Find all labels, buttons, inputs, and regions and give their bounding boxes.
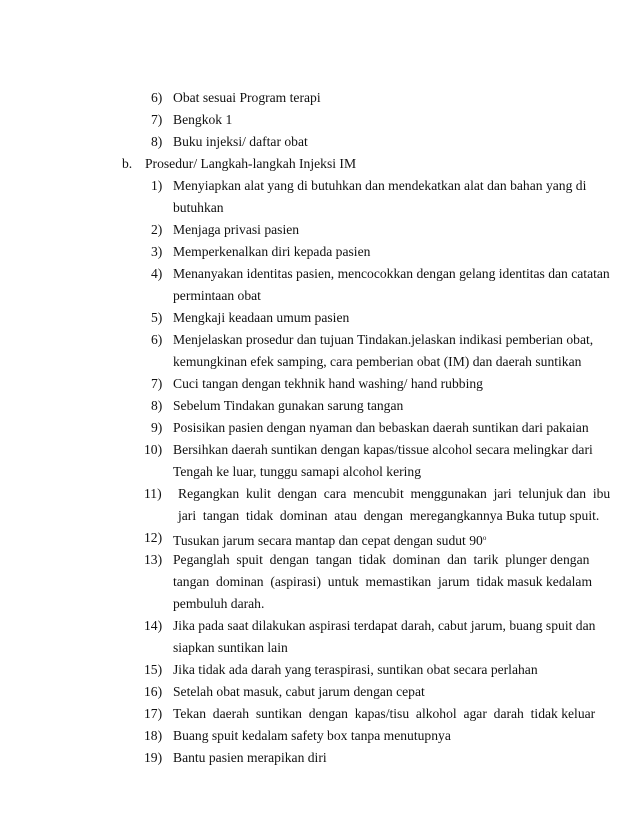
step-number: 9)	[151, 420, 163, 435]
item-text: Obat sesuai Program terapi	[173, 90, 321, 105]
item-number: 8)	[151, 134, 163, 149]
step-text: Menjaga privasi pasien	[173, 222, 300, 237]
item-text: Bengkok 1	[173, 112, 233, 127]
step-text: Tengah ke luar, tunggu samapi alcohol kering	[173, 464, 422, 479]
step-number: 4)	[151, 266, 163, 281]
step-number: 12)	[144, 530, 163, 545]
step-text-wrap	[173, 530, 486, 549]
step-text: kemungkinan efek samping, cara pemberian obat (IM) dan daerah suntikan	[173, 354, 582, 369]
step-text: Menjelaskan prosedur dan tujuan Tindakan.jelaskan indikasi pemberian obat,	[173, 332, 594, 347]
step-number: 18)	[144, 728, 163, 743]
step-text: Jika pada saat dilakukan aspirasi terdapat darah, cabut jarum, buang spuit dan	[173, 618, 596, 633]
step-text: jari tangan tidak dominan atau dengan meregangkannya Buka tutup spuit.	[178, 508, 600, 523]
step-number: 1)	[151, 178, 163, 193]
step-text: Bantu pasien merapikan diri	[173, 750, 327, 765]
step-number: 13)	[144, 552, 163, 567]
step-text: Sebelum Tindakan gunakan sarung tangan	[173, 398, 404, 413]
step-number: 17)	[144, 706, 163, 721]
step-number: 11)	[144, 486, 162, 501]
step-text: Buang spuit kedalam safety box tanpa menutupnya	[173, 728, 451, 743]
step-text: permintaan obat	[173, 288, 261, 303]
step-text: Tekan daerah suntikan dengan kapas/tisu alkohol agar darah tidak keluar	[173, 706, 596, 721]
item-number: 7)	[151, 112, 163, 127]
step-text: Peganglah spuit dengan tangan tidak dominan dan tarik plunger dengan	[173, 552, 590, 567]
step-text: Menanyakan identitas pasien, mencocokkan dengan gelang identitas dan catatan	[173, 266, 610, 281]
step-number: 16)	[144, 684, 163, 699]
step-number: 15)	[144, 662, 163, 677]
step-number: 7)	[151, 376, 163, 391]
step-text: Setelah obat masuk, cabut jarum dengan cepat	[173, 684, 425, 699]
step-text: butuhkan	[173, 200, 224, 215]
step-number: 19)	[144, 750, 163, 765]
step-number: 5)	[151, 310, 163, 325]
step-text: pembuluh darah.	[173, 596, 265, 611]
step-text: Mengkaji keadaan umum pasien	[173, 310, 350, 325]
step-text: Regangkan kulit dengan cara mencubit menggunakan jari telunjuk dan ibu	[178, 486, 611, 501]
item-number: 6)	[151, 90, 163, 105]
step-number: 3)	[151, 244, 163, 259]
degree-symbol: o	[482, 534, 487, 542]
section-letter: b.	[122, 156, 133, 171]
step-number: 8)	[151, 398, 163, 413]
step-text: Posisikan pasien dengan nyaman dan bebaskan daerah suntikan dari pakaian	[173, 420, 589, 435]
step-number: 6)	[151, 332, 163, 347]
step-number: 10)	[144, 442, 163, 457]
step-text: tangan dominan (aspirasi) untuk memastikan jarum tidak masuk kedalam	[173, 574, 593, 589]
step-text: Menyiapkan alat yang di butuhkan dan mendekatkan alat dan bahan yang di	[173, 178, 587, 193]
section-title: Prosedur/ Langkah-langkah Injeksi IM	[145, 156, 357, 171]
step-text: Cuci tangan dengan tekhnik hand washing/ hand rubbing	[173, 376, 483, 391]
step-text: Tusukan jarum secara mantap dan cepat dengan sudut 90	[173, 533, 483, 548]
step-number: 2)	[151, 222, 163, 237]
step-text: Jika tidak ada darah yang teraspirasi, suntikan obat secara perlahan	[173, 662, 538, 677]
step-text: Bersihkan daerah suntikan dengan kapas/tissue alcohol secara melingkar dari	[173, 442, 593, 457]
step-number: 14)	[144, 618, 163, 633]
step-text: siapkan suntikan lain	[173, 640, 288, 655]
step-text: Memperkenalkan diri kepada pasien	[173, 244, 371, 259]
item-text: Buku injeksi/ daftar obat	[173, 134, 308, 149]
